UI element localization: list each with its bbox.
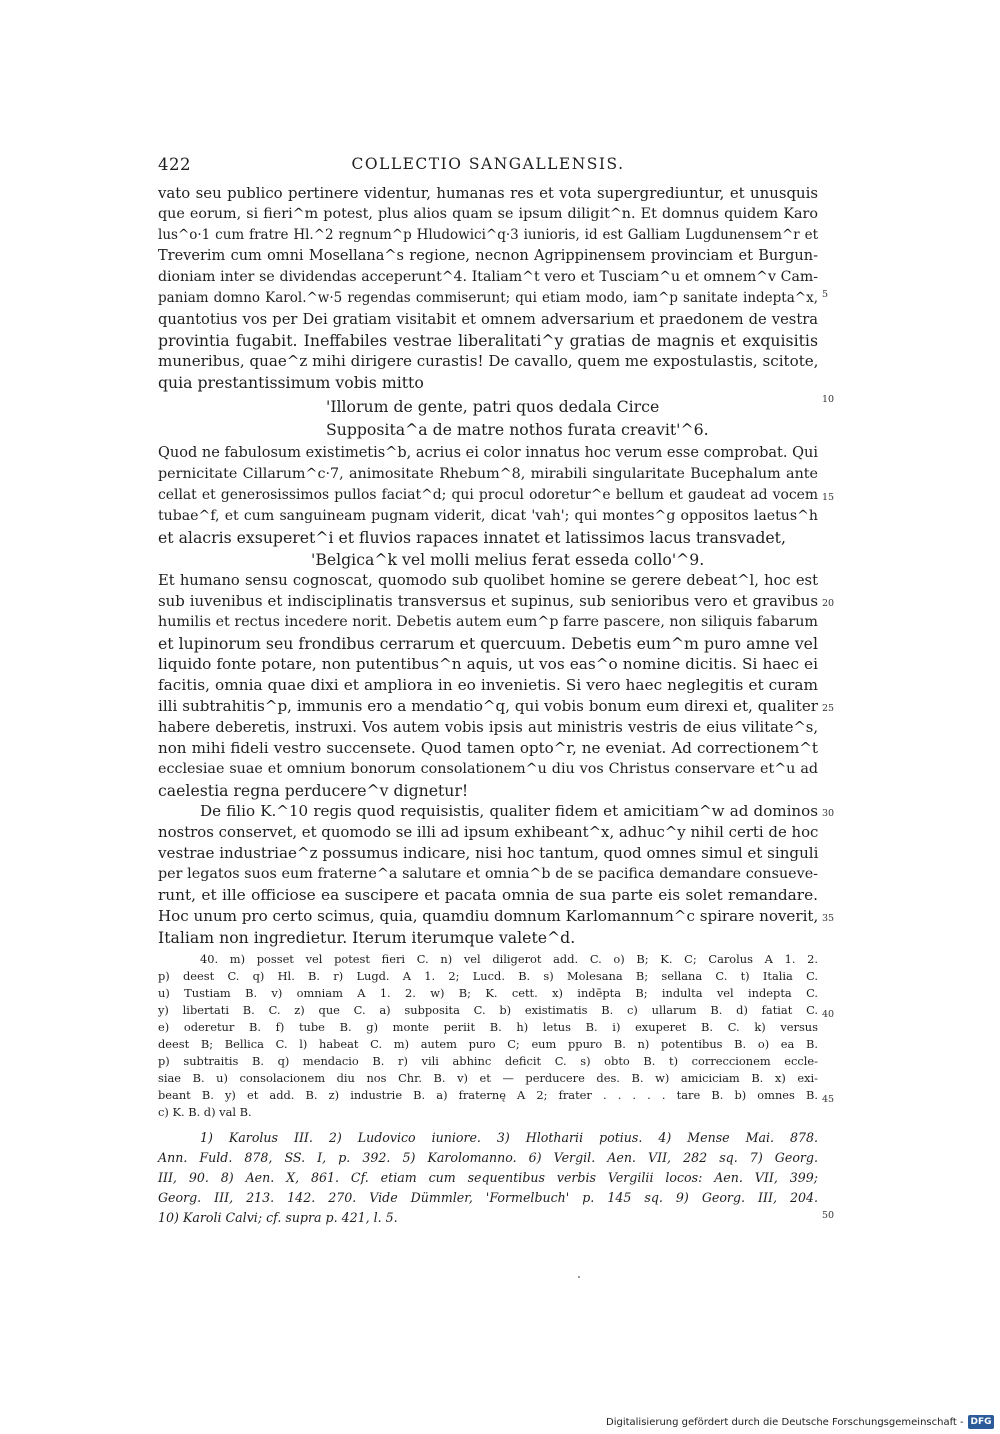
text-line: pernicitate Cillarum^c·7, animositate Rhebum^8, mirabili singularitate Bucephalum ante: [158, 466, 818, 482]
text-line: nostros conservet, et quomodo se illi ad ipsum exhibeant^x, adhuc^y nihil certi de hoc: [158, 823, 819, 841]
text-line: per legatos suos eum fraterne^a salutare et omnia^b de se pacifica demandare consueve-: [158, 866, 818, 882]
text-line: quia prestantissimum vobis mitto: [158, 373, 424, 392]
text-line: runt, et ille officiose ea suscipere et pacata omnia de sua parte eis solet remandare.: [158, 886, 818, 904]
text-line: et lupinorum seu frondibus cerrarum et quercuum. Debetis eum^m puro amne vel: [158, 634, 818, 653]
text-line: paniam domno Karol.^w·5 regendas commiserunt; qui etiam modo, iam^p sanitate indepta^x,: [158, 290, 818, 306]
text-line: facitis, omnia quae dixi et ampliora in eo invenietis. Si vero haec neglegitis et curam: [158, 676, 818, 694]
variant-note-line: 40. m) posset vel potest fieri C. n) vel diligerot add. C. o) B; K. C; Carolus A 1. 2.: [200, 952, 818, 966]
text-line: caelestia regna perducere^v dignetur!: [158, 781, 469, 800]
line-number: 20: [822, 598, 835, 609]
variant-note-line: p) deest C. q) Hl. B. r) Lugd. A 1. 2; Lucd. B. s) Molesana B; sellana C. t) Italia C.: [158, 969, 818, 983]
line-number: 25: [822, 703, 835, 714]
variant-note-line: c) K. B. d) val B.: [158, 1105, 252, 1119]
text-line: vestrae industriae^z possumus indicare, nisi hoc tantum, quod omnes simul et singuli: [158, 844, 819, 862]
text-line: habere deberetis, instruxi. Vos autem vobis ipsis aut ministris vestris de eius vilitate^s,: [158, 719, 818, 736]
variant-note-line: e) oderetur B. f) tube B. g) monte periit B. h) letus B. i) exuperet B. C. k) versus: [158, 1020, 818, 1034]
text-line: liquido fonte potare, non putentibus^n aquis, ut vos eas^o nomine dicitis. Si haec ei: [158, 655, 818, 673]
text-line: muneribus, quae^z mihi dirigere curastis! De cavallo, quem me expostulastis, scitote,: [158, 352, 819, 370]
variant-note-line: siae B. u) consolacionem diu nos Chr. B. v) et — perducere des. B. w) amiciciam B. x) exi-: [158, 1071, 818, 1085]
text-line: Treverim cum omni Mosellana^s regione, necnon Agrippinensem provinciam et Burgun-: [158, 248, 818, 264]
source-note-line: 10) Karoli Calvi; cf. supra p. 421, l. 5.: [158, 1210, 398, 1225]
dfg-logo: DFG: [968, 1415, 994, 1429]
page-header: [158, 155, 818, 177]
text-line: Hoc unum pro certo scimus, quia, quamdiu domnum Karlomannum^c spirare noverit,: [158, 907, 819, 925]
source-note-line: 1) Karolus III. 2) Ludovico iuniore. 3) Hlotharii potius. 4) Mense Mai. 878.: [200, 1130, 818, 1145]
verse-line: 'Belgica^k vel molli melius ferat esseda collo'^9.: [311, 550, 705, 569]
text-line: De filio K.^10 regis quod requisistis, qualiter fidem et amicitiam^w ad dominos: [200, 802, 818, 820]
text-line: Italiam non ingredietur. Iterum iterumque valete^d.: [158, 928, 576, 947]
verse-line: 'Illorum de gente, patri quos dedala Circe: [326, 397, 660, 416]
scan-speck: [578, 1276, 580, 1278]
text-line: ecclesiae suae et omnium bonorum consolationem^u diu vos Christus conservare et^u ad: [158, 761, 818, 777]
variant-note-line: p) subtraitis B. q) mendacio B. r) vili abhinc deficit C. s) obto B. t) correccionem eccle-: [158, 1054, 818, 1068]
text-line: Et humano sensu cognoscat, quomodo sub quolibet homine se gerere debeat^l, hoc est: [158, 572, 818, 589]
source-note-line: III, 90. 8) Aen. X, 861. Cf. etiam cum sequentibus verbis Vergilii locos: Aen. VII, 399;: [158, 1170, 818, 1185]
text-line: non mihi fideli vestro succensete. Quod tamen opto^r, ne eveniat. Ad correctionem^t: [158, 739, 818, 757]
variant-note-line: beant B. y) et add. B. z) industrie B. a) fraternę A 2; frater . . . . . tare B. b) omnes B.: [158, 1088, 818, 1102]
text-line: illi subtrahitis^p, immunis ero a mendatio^q, qui vobis bonum eum direxi et, qualiter: [158, 697, 818, 715]
text-line: humilis et rectus incedere norit. Debetis autem eum^p farre pascere, non siliquis fabarum: [158, 614, 818, 630]
running-title: COLLECTIO SANGALLENSIS.: [351, 155, 625, 173]
text-line: et alacris exsuperet^i et fluvios rapaces innatet et latissimos lacus transvadet,: [158, 528, 786, 547]
line-number: 35: [822, 913, 835, 924]
page-number: 422: [158, 155, 191, 174]
line-number: 15: [822, 492, 835, 503]
text-line: Quod ne fabulosum existimetis^b, acrius ei color innatus hoc verum esse comprobat. Qui: [158, 445, 818, 461]
digitization-credit: Digitalisierung gefördert durch die Deutsche Forschungsgemeinschaft -: [606, 1417, 964, 1428]
text-line: sub iuvenibus et indisciplinatis transversus et supinus, sub senioribus vero et gravibus: [158, 592, 818, 610]
variant-note-line: y) libertati B. C. z) que C. a) subposita C. b) existimatis B. c) ullarum B. d) fatiat C.: [158, 1003, 818, 1017]
line-number: 5: [822, 289, 829, 300]
variant-note-line: deest B; Bellica C. l) habeat C. m) autem puro C; eum ppuro B. n) potentibus B. o) ea B.: [158, 1037, 818, 1051]
text-line: quantotius vos per Dei gratiam visitabit et omnem adversarium et praedonem de vestra: [158, 311, 818, 328]
line-number: 50: [822, 1210, 835, 1221]
text-line: cellat et generosissimos pullos faciat^d; qui procul odoretur^e bellum et gaudeat ad vocem: [158, 487, 818, 503]
text-line: provintia fugabit. Ineffabiles vestrae liberalitati^y gratias de magnis et exquisitis: [158, 331, 818, 350]
text-line: que eorum, si fieri^m potest, plus alios quam se ipsum diligit^n. Et domnus quidem Karo: [158, 206, 818, 222]
line-number: 45: [822, 1094, 835, 1105]
verse-line: Supposita^a de matre nothos furata creavit'^6.: [326, 420, 709, 439]
line-number: 40: [822, 1009, 835, 1020]
text-line: lus^o·1 cum fratre Hl.^2 regnum^p Hludowici^q·3 iunioris, id est Galliam Lugdunensem^r et: [158, 227, 818, 243]
variant-note-line: u) Tustiam B. v) omniam A 1. 2. w) B; K. cett. x) indēpta B; indulta vel indepta C.: [158, 986, 818, 1000]
text-line: tubae^f, et cum sanguineam pugnam viderit, dicat 'vah'; qui montes^g oppositos laetus^h: [158, 508, 818, 524]
text-line: vato seu publico pertinere videntur, humanas res et vota supergrediuntur, et unusquis: [158, 184, 818, 202]
line-number: 10: [822, 394, 835, 405]
line-number: 30: [822, 808, 835, 819]
text-line: dioniam inter se dividendas acceperunt^4. Italiam^t vero et Tusciam^u et omnem^v Cam-: [158, 269, 818, 285]
source-note-line: Ann. Fuld. 878, SS. I, p. 392. 5) Karolomanno. 6) Vergil. Aen. VII, 282 sq. 7) Georg.: [158, 1150, 818, 1165]
source-note-line: Georg. III, 213. 142. 270. Vide Dümmler, 'Formelbuch' p. 145 sq. 9) Georg. III, 204.: [158, 1190, 818, 1205]
